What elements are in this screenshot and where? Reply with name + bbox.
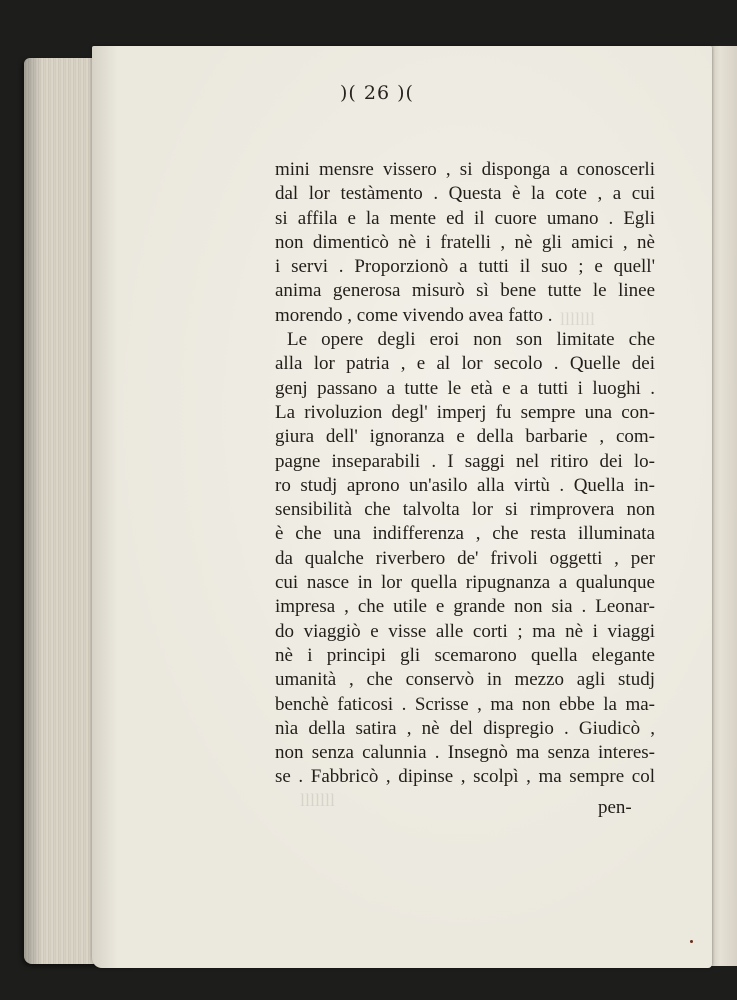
bleed-through-mark: lllllll [300,790,336,810]
text-line: è che una indifferenza , che resta illuminata [275,523,655,545]
text-line: se . Fabbricò , dipinse , scolpì , ma sempre col [275,766,655,788]
text-line: da qualche riverbero de' frivoli oggetti , per [275,547,655,569]
text-line: non senza calunnia . Insegnò ma senza interes- [275,742,655,764]
catchword: pen- [598,797,632,818]
text-line: La rivoluzion degl' imperj fu sempre una con- [275,401,655,423]
body-text [275,158,655,790]
page-number-header: )( 26 )( [340,82,414,104]
text-line: mini mensre vissero , si disponga a conoscerli [275,159,655,180]
facing-page-edge [708,46,737,966]
text-line: si affila e la mente ed il cuore umano . Egli [275,207,655,229]
text-line: do viaggiò e visse alle corti ; ma nè i viaggi [275,620,655,642]
text-line: genj passano a tutte le età e a tutti i luoghi . [275,377,655,399]
text-line: Le opere degli eroi non son limitate che [287,329,655,351]
bleed-through-mark: lllllll [560,309,596,329]
text-line: cui nasce in lor quella ripugnanza a qualunque [275,572,655,594]
text-line: non dimenticò nè i fratelli , nè gli amici , nè [275,231,655,253]
text-line: anima generosa misurò sì bene tutte le linee [275,280,655,302]
text-line: pagne inseparabili . I saggi nel ritiro dei lo- [275,450,655,472]
text-line: impresa , che utile e grande non sia . Leonar- [275,596,655,618]
text-line: dal lor testàmento . Questa è la cote , a cui [275,183,655,205]
text-line: i servi . Proporzionò a tutti il suo ; e quell' [275,256,655,278]
text-line: ro studj aprono un'asilo alla virtù . Quella in- [275,474,655,496]
text-line: alla lor patria , e al lor secolo . Quelle dei [275,353,655,375]
text-line: sensibilità che talvolta lor si rimprovera non [275,499,655,521]
text-line: benchè faticosi . Scrisse , ma non ebbe la ma- [275,693,655,715]
text-line: giura dell' ignoranza e della barbarie , com- [275,426,655,448]
text-line: morendo , come vivendo avea fatto . [275,304,553,326]
text-line: nìa della satira , nè del dispregio . Giudicò , [275,717,655,739]
text-line: nè i principi gli scemarono quella elegante [275,644,655,666]
paper-speck [690,940,693,943]
text-line: umanità , che conservò in mezzo agli studj [275,669,655,691]
